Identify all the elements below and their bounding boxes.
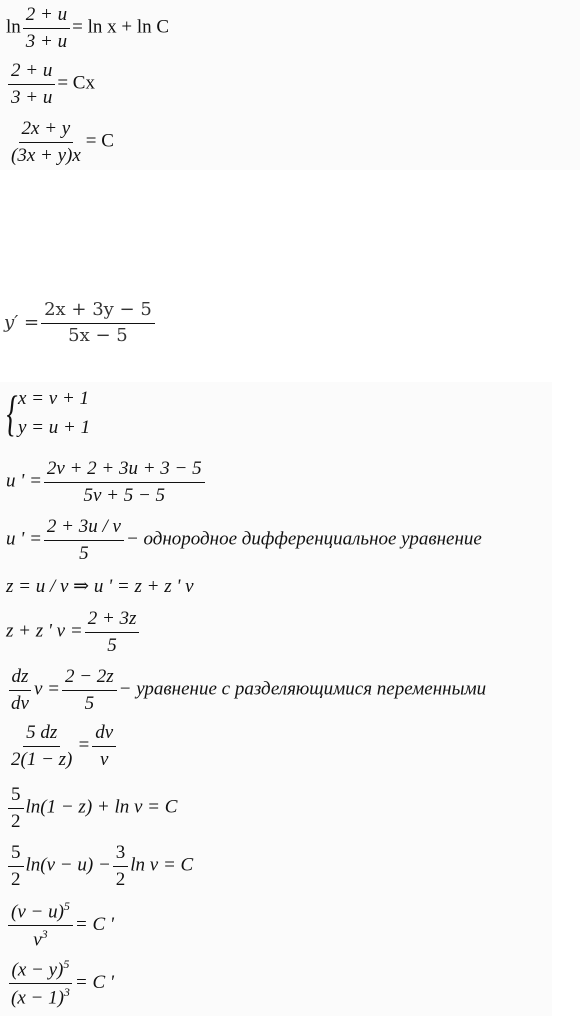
brace: { bbox=[6, 385, 18, 441]
equation-e5: $\frac{dz}{dv}$ v = $\frac{2 - 2z}{5}$ − уравнение с разделяющимися переменными bbox=[6, 666, 486, 715]
equation-2 bbox=[6, 60, 95, 109]
comment: − однородное дифференциальное уравнение bbox=[125, 528, 482, 550]
equation-e10: $\frac{(x - y)^5}{(x - 1)^3}$ = C ' bbox=[6, 958, 114, 1009]
equation-3 bbox=[6, 118, 114, 167]
equation-e7: $\frac{5}{2}$ ln(1 − z) + ln v = C bbox=[6, 784, 177, 833]
equation-1 bbox=[6, 4, 169, 53]
equation-e4: z + z ' v = $\frac{2 + 3z}{5}$ bbox=[6, 608, 141, 657]
equation-e6: $\frac{5 dz}{2(1 - z)}$ = $\frac{dv}{v}$ bbox=[6, 722, 118, 771]
solution-part-1 bbox=[0, 0, 580, 170]
comment: − уравнение с разделяющимися переменными bbox=[118, 678, 487, 700]
equation-e3: z = u / v ⇒ u ' = z + z ' v bbox=[6, 576, 194, 597]
ln-label: ln bbox=[6, 16, 21, 38]
rhs: = ln x + ln C bbox=[72, 16, 170, 38]
equation-e9: $\frac{(v - u)^5}{v^3}$ = C ' bbox=[6, 900, 114, 951]
system-line-2: y = u + 1 bbox=[18, 417, 91, 438]
fraction: $\frac{2x + y}{(3x + y)x}$ bbox=[11, 118, 81, 166]
rhs: = Cx bbox=[57, 72, 95, 94]
equation-e8: $\frac{5}{2}$ ln(v − u) − $\frac{3}{2}$ ln v = C bbox=[6, 842, 193, 891]
substitution-system bbox=[2, 385, 91, 441]
lhs: y′ = bbox=[4, 312, 40, 334]
fraction: $\frac{2 + u}{3 + u}$ bbox=[8, 60, 55, 109]
system-line-1: x = v + 1 bbox=[18, 388, 90, 409]
problem-equation bbox=[4, 300, 157, 346]
rhs: = C bbox=[85, 130, 114, 152]
equation-e2: u ' = $\frac{2 + 3u / v}{5}$ − однородное дифференциальное уравнение bbox=[6, 516, 482, 564]
fraction: $\frac{2x + 3y - 5}{5x - 5}$ bbox=[41, 300, 155, 346]
fraction: $\frac{2 + u}{3 + u}$ bbox=[23, 4, 70, 53]
equation-e1: u ' = $\frac{2v + 2 + 3u + 3 - 5}{5v + 5 - 5}$ bbox=[6, 458, 207, 507]
problem-statement bbox=[0, 296, 160, 348]
solution-part-2 bbox=[0, 382, 552, 1016]
